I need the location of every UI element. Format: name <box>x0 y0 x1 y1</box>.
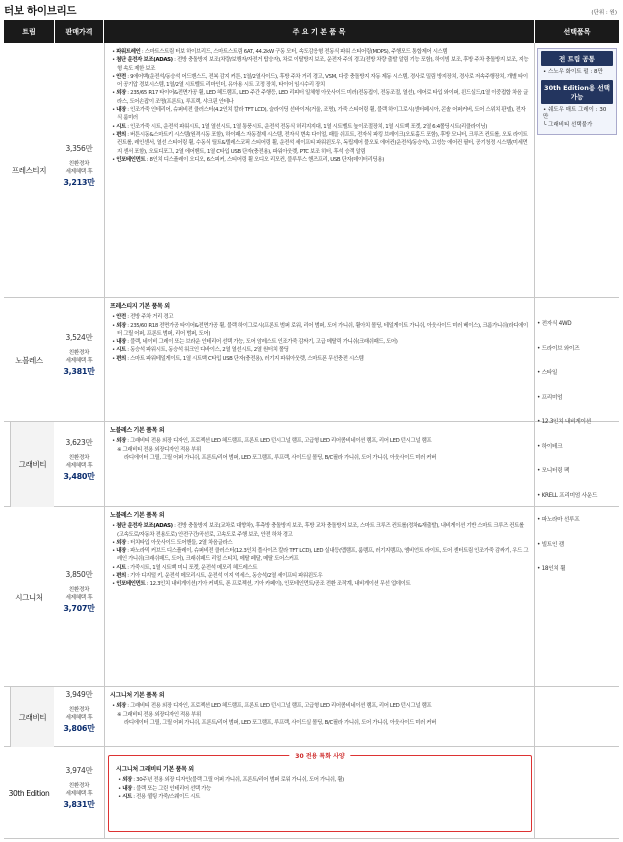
features-heading: 시그니처 그래비티 기본 품목 외 <box>116 766 194 773</box>
feature-item <box>110 539 530 547</box>
header-price: 판매가격 <box>55 20 103 43</box>
feature-item <box>110 156 530 164</box>
price-label: 세제혜택 후 <box>65 358 93 364</box>
feature-item <box>110 547 530 564</box>
feature-key: 파워트레인 <box>116 49 141 55</box>
features-cell <box>110 48 530 164</box>
price-cell <box>55 569 103 614</box>
feature-key: 외장 <box>116 322 126 329</box>
final-price: 3,480만 <box>63 471 95 481</box>
feature-key: 편의 <box>116 573 126 580</box>
base-price: 3,524만 <box>65 333 93 342</box>
option-item: • 드라이브 와이즈 <box>537 345 580 352</box>
feature-value: : 스마트스트림 터보 하이브리드, 스마트스트림 6AT, 44.2kW 구동 모터, 속도감응형 전동식 파워 스티어링(MDPS), 주행모드 통합제어 시스템 <box>140 49 448 55</box>
feature-value: : 8인치 디스플레이 오디오, 6스피커, 스티어링 휠 오디오 리모컨, 블루투스 핸즈프리, USB 단자(데이터리딩용) <box>145 156 384 163</box>
feature-key: 외장 <box>116 539 126 546</box>
feature-value: : 파노라믹 커브드 디스플레이, 슈퍼비전 클러스터(12.3인치 풀사이즈 칼라 TFT LCD), LED 실내등(맵램프, 룸램프, 러기지램프), 앰비언트 라이트, 도어 센터트림 인조가죽 감싸기, 우드 그레인 가니쉬(크래쉬패드, 도어), 크래쉬패드 리얼 스티치, 메탈 페달, 메탈 도어스커프 <box>117 548 529 563</box>
feature-key: 내장 <box>116 107 126 114</box>
feature-value: : 그래비티 전용 외장 디자인, 프로젝션 LED 헤드램프, 프론트 LED 턴시그널 램프, 고급형 LED 리어콤비네이션 램프, 리어 LED 턴시그널 램프 <box>125 703 432 710</box>
bullet: • <box>112 573 117 580</box>
feature-key: 편의 <box>116 355 126 362</box>
feature-item <box>110 73 530 90</box>
price-label: 친환경차 <box>68 587 90 593</box>
feature-note-detail: 라디에이터 그릴, 그릴 어퍼 가니쉬, 프론트/리어 범퍼, LED 포그램프, 루프랙, 사이드실 몰딩, B/C필라 가니쉬, 도어 가니쉬, 아웃사이드 미러 커버 <box>124 454 437 461</box>
bullet: • <box>112 123 117 130</box>
options-30th-title: 30th Edition용 선택가능 <box>541 80 613 104</box>
feature-item <box>110 89 530 106</box>
options-30th-item: • 쉐도우 매트 그레이 : 30만 <box>543 106 607 120</box>
bullet: • <box>112 703 117 710</box>
feature-item <box>110 702 530 710</box>
bullet: • <box>112 523 117 530</box>
base-price: 3,356만 <box>65 143 93 153</box>
bullet: • <box>112 539 117 546</box>
feature-value: : 9에어백(운전석/동승석 어드밴스드, 전복 감지 커튼, 1열/2열사이드), 후방 주차 거리 경고, VSM, 다중 충돌방지 자동 제동 시스템, 경사로 밀림 방지장치, 경사로 저속주행장치, 개별 타이어 공기압 경보시스템, 1열/2열 시트벨트 리마인더, 유아용 시트 고정 장치, 타이어 임시수리 장치 <box>117 73 528 89</box>
price-label: 세제혜택 후 <box>65 595 93 601</box>
features-heading: 프레스티지 기본 품목 외 <box>110 303 170 310</box>
trim-name: 30th Edition <box>8 788 50 798</box>
feature-key: 안전 <box>116 73 126 80</box>
features-heading: 노블레스 기본 품목 외 <box>110 512 165 519</box>
features-cell <box>110 512 530 589</box>
bullet: • <box>112 322 117 329</box>
final-price: 3,213만 <box>63 177 95 187</box>
bullet: • <box>112 347 117 354</box>
feature-value: : 30주년 전용 외장 디자인(블랙 그릴 어퍼 가니쉬, 프론트/리어 범퍼 로워 가니쉬, 도어 가니쉬, 휠) <box>131 777 344 784</box>
price-cell <box>55 765 103 810</box>
price-label: 친환경차 <box>68 160 90 167</box>
header-options: 선택품목 <box>535 20 619 43</box>
feature-value: : 그래비티 전용 외장 디자인, 프로젝션 LED 헤드램프, 프론트 LED 턴시그널 램프, 고급형 LED 리어콤비네이션 램프, 리어 LED 턴시그널 램프 <box>125 438 432 445</box>
bullet: • <box>112 438 117 445</box>
feature-key: 외장 <box>116 438 126 445</box>
features-heading: 시그니처 기본 품목 외 <box>110 692 165 699</box>
header-features: 주 요 기 본 품 목 <box>104 20 534 43</box>
option-item: • KRELL 프리미엄 사운드 <box>537 492 598 499</box>
feature-key: 외장 <box>122 777 132 784</box>
feature-value: : 가죽시트, 1열 시트백 미니 포켓, 운전석 메모리 헤드레스트 <box>125 564 258 571</box>
feature-item <box>110 313 530 321</box>
feature-item <box>110 106 530 123</box>
trim-name: 프레스티지 <box>11 166 47 175</box>
option-item: • 빌트인 캠 <box>537 541 564 548</box>
price-cell <box>55 332 103 377</box>
unit-note: (단위 : 원) <box>591 10 617 16</box>
feature-key: 시트 <box>116 123 126 130</box>
price-cell <box>55 437 103 482</box>
bullet: • <box>118 777 123 784</box>
feature-key: 시트 <box>116 347 126 354</box>
price-cell <box>55 143 103 188</box>
feature-item <box>110 522 530 539</box>
bullet: • <box>112 156 117 163</box>
bullet: • <box>112 564 117 571</box>
bullet: • <box>112 355 117 362</box>
features-cell <box>110 427 530 462</box>
price-label: 세제혜택 후 <box>65 462 93 469</box>
feature-value: : 235/60 R18 전면가공 타이어&전면가공 휠, 블랙 하이그로시(프론트 범퍼 로워, 리어 범퍼, 도어 가니쉬, 휠아치 몰딩, 테일게이트 가니쉬, 아웃사이드 미러 베이스), 크롬가니쉬(라디에이터 그릴 어퍼, 프론트 범퍼, 리어 범퍼, 도어) <box>117 322 528 337</box>
feature-value: : 인조가죽 시트, 운전석 파워시트, 1열 열선시트, 1열 통풍시트, 운전석 전동식 허리지지대, 1열 시트벨트 높이조절장치, 1열 시트백 포켓, 2열 6:4폴딩시트(리클라이닝) <box>125 123 488 130</box>
feature-value: : 235/65 R17 타이어&전면가공 휠, LED 헤드램프, LED 주간 주행등, LED 리피터 일체형 아웃사이드 미러(전동접이, 전동조절, 열선), 에어로 타입 와이퍼, 윈드실드/1열 이중접합 차음 글라스, 도어손잡이 조명(프론트), 루프랙, 샤크핀 안테나 <box>117 90 528 105</box>
option-item: • 하이테크 <box>537 443 563 450</box>
feature-item <box>110 564 530 572</box>
options-common-title: 전 트림 공통 <box>541 51 613 66</box>
final-price: 3,381만 <box>63 367 95 376</box>
bullet: • <box>112 581 117 588</box>
base-price: 3,949만 <box>65 690 93 699</box>
base-price: 3,974만 <box>65 766 93 775</box>
trim-name: 그래비티 <box>10 422 54 507</box>
feature-item <box>110 580 530 588</box>
feature-value: : 터치타입 아웃사이드 도어핸들, 2열 차음글라스 <box>125 539 233 546</box>
feature-value: : 스마트 파워테일게이트, 1열 시트백 C타입 USB 단자(충전용), 러기지 파워아웃렛, 스마트폰 무선충전 시스템 <box>125 355 364 362</box>
bullet: • <box>112 73 117 80</box>
option-item: • 프리미엄 <box>537 394 563 401</box>
feature-value: : 전용 퀼팅 가죽/스웨이드 시트 <box>131 793 200 800</box>
feature-item <box>110 56 530 73</box>
trim-name: 그래비티 <box>10 687 54 747</box>
feature-item <box>110 322 530 339</box>
option-item: • 18인치 휠 <box>537 566 566 572</box>
bullet: • <box>112 548 117 555</box>
base-price: 3,623만 <box>65 437 93 447</box>
option-item: • 모니터링 팩 <box>537 468 570 474</box>
feature-value: : 블랙 또는 그린 인테리어 선택 가능 <box>131 785 211 792</box>
feature-key: 시트 <box>116 564 126 571</box>
feature-key: 내장 <box>122 785 132 792</box>
feature-key: 편의 <box>116 131 126 138</box>
bullet: • <box>112 107 117 114</box>
price-label: 친환경차 <box>68 707 90 713</box>
trim-name: 시그니처 <box>15 592 43 602</box>
bullet: • <box>112 131 117 138</box>
feature-key: 인포테인먼트 <box>116 581 146 588</box>
feature-value: : 12.3인치 내비게이션(기아 커넥트, 폰 프로젝션, 기아 카페이), 인포테인먼트/공조 전환 조작계, 내비게이션 무선 업데이트 <box>145 581 411 588</box>
features-cell <box>110 692 530 727</box>
option-item: • 12.3인치 내비게이션 <box>537 419 591 425</box>
price-label: 세제혜택 후 <box>65 791 93 797</box>
feature-key: 시트 <box>122 793 132 800</box>
options-30th-note: └ 그래비티 선택불가 <box>543 121 593 128</box>
bullet: • <box>112 314 117 321</box>
special-edition-tag: 30 전용 특화 사양 <box>289 751 350 760</box>
feature-key: 내장 <box>116 548 126 555</box>
feature-item <box>110 338 530 346</box>
feature-item <box>110 572 530 580</box>
page-title: 터보 하이브리드 <box>4 5 77 17</box>
bullet: • <box>112 339 117 346</box>
feature-value: : 버튼시동&스마트키 시스템(원격시동 포함), 하이패스 자동결제 시스템, 전자식 변속 다이얼, 패들 쉬프트, 전자식 파킹 브레이크(오토홀드 포함), 후방 모니터, 크루즈 컨트롤, 오토 라이트 컨트롤, 레인센서, 열선 스티어링 휠, 수동식 틸트&텔레스코픽 스티어링 휠, 운전석 세이프티 파워윈도우, 독립제어 풀오토 에어컨(운전석/동승석), 고성능 에어컨 필터, 공기청정 시스템(미세먼지 센서 포함), 오토디포그, 2열 에어벤트, 1열 C타입 USB 단자(충전용), 파워아웃렛, PTC 보조 히터, 후석 승객 알림 <box>117 131 528 155</box>
feature-key: 첨단 운전자 보조(ADAS) <box>116 523 173 530</box>
feature-value: : 동승석 파워시트, 동승석 워크인 디바이스, 2열 열선시트, 2열 원터치 폴딩 <box>125 347 289 354</box>
price-label: 친환경차 <box>68 350 90 356</box>
options-box <box>537 48 617 135</box>
bullet: • <box>112 57 117 64</box>
feature-note-detail: 라디에이터 그릴, 그릴 어퍼 가니쉬, 프론트/리어 범퍼, LED 포그램프, 루프랙, 사이드실 몰딩, B/C필라 가니쉬, 도어 가니쉬, 아웃사이드 미러 커버 <box>124 719 437 726</box>
feature-item <box>110 131 530 156</box>
feature-item <box>110 123 530 131</box>
option-item: • 스타일 <box>537 370 558 376</box>
feature-value: : 기아 디지털 키, 운전석 메모리시트, 운전석 이지 억세스, 동승석/2열 세이프티 파워윈도우 <box>125 573 323 580</box>
bullet: • <box>118 793 123 800</box>
feature-note: ※ 그래비티 전용 외장디자인 적용 부위 <box>117 446 201 453</box>
feature-key: 첨단 운전자 보조(ADAS) <box>116 57 173 64</box>
final-price: 3,806만 <box>63 724 95 733</box>
feature-value: : 전방 충돌방지 보조(차량/보행자/자전거 탑승자), 차로 이탈방지 보조, 운전자 주의 경고(전방 차량 출발 알림 기능 포함), 하이빔 보조, 후방 주차 충돌방지 보조, 지능형 속도 제한 보조 <box>117 57 529 72</box>
feature-item <box>110 355 530 363</box>
feature-value: : 전방 주차 거리 경고 <box>125 314 174 321</box>
final-price: 3,707만 <box>63 604 95 613</box>
base-price: 3,850만 <box>65 570 93 579</box>
price-label: 친환경차 <box>68 783 90 789</box>
price-cell <box>55 689 103 734</box>
feature-value: : 블랙, 네이비 그레이 또는 브라운 인테리어 선택 가능, 도어 암레스트 인조가죽 감싸기, 고급 메탈릭 가니쉬(크래쉬패드, 도어) <box>125 339 398 346</box>
bullet: • <box>112 49 117 55</box>
option-item: • 파노라마 선루프 <box>537 517 580 523</box>
header-trim: 트림 <box>4 20 54 43</box>
price-label: 세제혜택 후 <box>65 715 93 721</box>
feature-item <box>110 346 530 354</box>
bullet: • <box>112 90 117 97</box>
feature-key: 내장 <box>116 339 126 346</box>
trim-name: 노블레스 <box>15 355 43 365</box>
price-label: 친환경차 <box>68 454 90 461</box>
bullet: • <box>118 785 123 792</box>
feature-item <box>110 48 530 56</box>
price-label: 세제혜택 후 <box>65 168 93 175</box>
final-price: 3,831만 <box>63 800 95 809</box>
feature-value: : 인조가죽 인테리어, 슈퍼비전 클러스터(4.2인치 칼라 TFT LCD), 슬라이딩 선바이저(거울, 조명), 가죽 스티어링 휠, 블랙 하이그로시(센터페시아, 콘솔 어퍼커버, 도어 스위치 판넬), 전자식 룸미러 <box>117 107 526 122</box>
options-common-item: • 스노우 화이트 펄 : 8만 <box>543 69 603 75</box>
feature-key: 안전 <box>116 314 126 321</box>
special-edition-box <box>108 755 532 832</box>
option-item: • 전자식 4WD <box>537 321 572 327</box>
feature-value: : 전방 충돌방지 보조(교차로 대향차), 후측방 충돌방지 보조, 후방 교차 충돌방지 보조, 스마트 크루즈 컨트롤(정차&재출발), 내비게이션 기반 스마트 크루즈 컨트롤(고속도로/자동차 전용도로) 안전구간/곡선로, 고속도로 주행 보조, 안전 하차 경고 <box>117 523 524 538</box>
features-cell <box>110 303 530 363</box>
feature-item <box>110 437 530 445</box>
features-heading: 노블레스 기본 품목 외 <box>110 427 165 434</box>
feature-key: 외장 <box>116 703 126 710</box>
feature-key: 외장 <box>116 90 126 97</box>
feature-note: ※ 그래비티 전용 외장디자인 적용 부위 <box>117 711 201 718</box>
feature-key: 인포테인먼트 <box>116 156 146 163</box>
